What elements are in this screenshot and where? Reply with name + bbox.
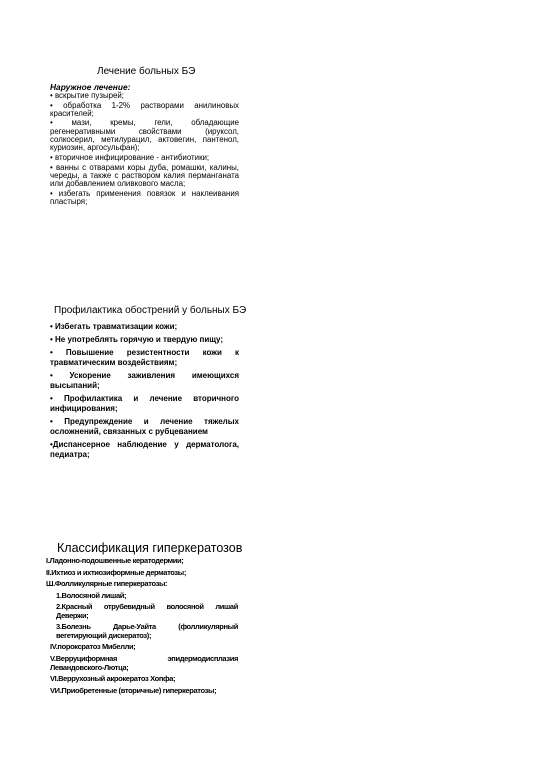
list-item: IV.пороксратоз Мибелли; — [50, 642, 136, 652]
list-item: • Профилактика и лечение вторичного инфицирования; — [50, 394, 239, 413]
list-item: •Диспансерное наблюдение у дерматолога, педиатра; — [50, 440, 239, 459]
slide3-list — [46, 557, 238, 698]
list-item: • вскрытие пузырей; — [50, 91, 125, 100]
list-item: • Повышение резистентности кожи к травматическим воздействиям; — [50, 348, 239, 367]
list-item: V.Верруциформная эпидермодисплазия Левандовского-Лютца; — [50, 653, 238, 672]
list-item: 3.Болезнь Дарье-Уайта (фолликулярный вегетирующий дискератоз); — [56, 622, 238, 640]
slide3-title: Классификация гиперкератозов — [57, 541, 243, 555]
list-item: 1.Волосяной лишай; — [56, 590, 127, 600]
slide1-subtitle: Наружное лечение: — [50, 82, 131, 92]
list-item: • мази, кремы, гели, обладающие регенеративными свойствами (ируксол, солкосерил, метилурацил, актовегин, пантенол, куриозин, аргосульфан); — [50, 118, 239, 153]
list-item: VИ.Приобретенные (вторичные) гиперкератозы; — [50, 685, 217, 695]
list-item: • Ускорение заживления имеющихся высыпаний; — [50, 371, 239, 390]
list-item: I.Ладонно-подошвенные кератодермии; — [46, 556, 184, 565]
slide2-title: Профилактика обострений у больных БЭ — [54, 305, 247, 316]
list-item: VI.Веррухозный акрокератоз Хопфа; — [50, 674, 176, 684]
list-item: • Избегать травматизации кожи; — [50, 322, 178, 331]
list-item: • Не употреблять горячую и твердую пищу; — [50, 335, 224, 344]
list-item: • Предупреждение и лечение тяжелых осложнений, связанных с рубцеванием — [50, 417, 239, 436]
slide2-list — [50, 322, 239, 463]
slide1-list — [50, 92, 239, 208]
list-item: 2.Красный отрубевидный волосяной лишай Девержи; — [56, 602, 238, 620]
list-item: • избегать применения повязок и наклеивания пластыря; — [50, 188, 239, 207]
list-item: • вторичное инфицирование - антибиотики; — [50, 152, 210, 162]
slide1-title: Лечение больных БЭ — [97, 66, 196, 77]
list-item: Ш.Фолликулярные гиперкератозы: — [46, 579, 168, 588]
list-item: • обработка 1-2% растворами анилиновых красителей; — [50, 100, 239, 118]
list-item: II.Ихтиоз и ихтиозиформные дерматозы; — [46, 567, 187, 577]
list-item: • ванны с отварами коры дуба, ромашки, калины, череды, а также с раствором калия перманганата или добавлением оливкового масла; — [50, 162, 239, 189]
